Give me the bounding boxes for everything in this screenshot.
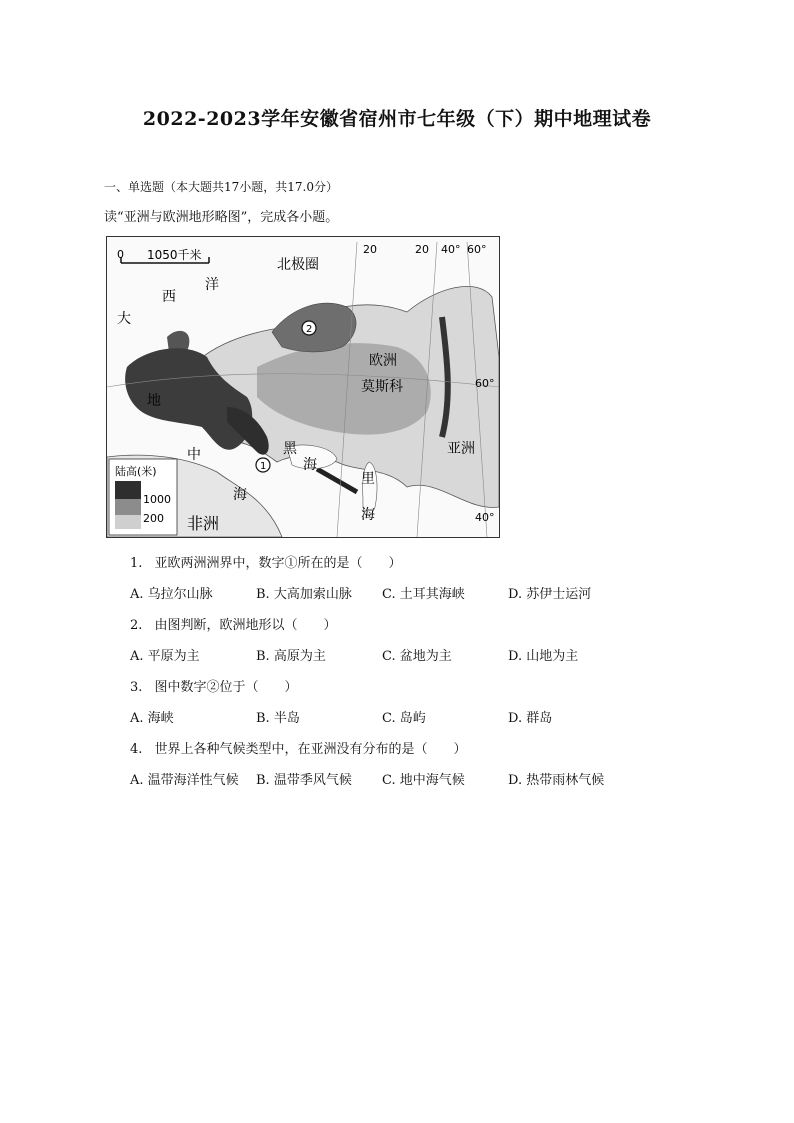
question-stem: 图中数字②位于（ ） (154, 680, 298, 695)
question-number: 4. (130, 742, 143, 757)
legend-value-1000: 1000 (143, 493, 171, 506)
option-a[interactable]: A. 平原为主 (130, 649, 200, 664)
africa-label: 非洲 (187, 514, 220, 533)
ocean-label-da: 大 (117, 311, 131, 327)
option-d[interactable]: D. 热带雨林气候 (508, 773, 605, 788)
asia-label: 亚洲 (447, 441, 475, 457)
option-d[interactable]: D. 苏伊士运河 (508, 587, 592, 602)
option-b[interactable]: B. 高原为主 (256, 649, 326, 664)
question-stem: 由图判断，欧洲地形以（ ） (154, 618, 337, 633)
asia-europe-terrain-map (106, 236, 500, 538)
ocean-label-yang: 洋 (205, 277, 219, 293)
marker-2-label: 2 (306, 324, 313, 335)
europe-label: 欧洲 (369, 353, 397, 369)
option-c[interactable]: C. 岛屿 (382, 711, 426, 726)
black-sea-label-hai: 海 (303, 457, 317, 473)
option-c[interactable]: C. 土耳其海峡 (382, 587, 465, 602)
legend-swatch-low (115, 515, 141, 529)
question-1 (130, 552, 402, 571)
option-c[interactable]: C. 地中海气候 (382, 773, 465, 788)
option-b[interactable]: B. 温带季风气候 (256, 773, 352, 788)
ocean-label-xi: 西 (162, 289, 176, 305)
option-a[interactable]: A. 乌拉尔山脉 (130, 587, 213, 602)
marker-1-label: 1 (260, 461, 267, 472)
question-stem: 世界上各种气候类型中，在亚洲没有分布的是（ ） (154, 742, 467, 757)
arctic-circle-label: 北极圈 (277, 257, 319, 273)
question-3 (130, 676, 298, 695)
lat-label-60: 60° (475, 377, 495, 390)
med-label-zhong: 中 (187, 447, 201, 463)
legend-swatch-mid (115, 499, 141, 515)
question-number: 3. (130, 680, 143, 695)
question-number: 1. (130, 556, 143, 571)
exam-title: 2022-2023学年安徽省宿州市七年级（下）期中地理试卷 (142, 108, 652, 130)
section-heading: 一、单选题（本大题共17小题，共17.0分） (104, 180, 338, 194)
lat-label-40: 40° (475, 511, 495, 524)
lon-label-40: 40° (441, 243, 461, 256)
option-a[interactable]: A. 温带海洋性气候 (130, 773, 239, 788)
legend-title: 陆高(米) (115, 465, 157, 478)
option-b[interactable]: B. 大高加索山脉 (256, 587, 352, 602)
med-label-hai: 海 (233, 487, 247, 503)
caspian-label-li: 里 (361, 471, 375, 487)
question-4 (130, 738, 467, 757)
question-stem: 亚欧两洲洲界中，数字①所在的是（ ） (154, 556, 402, 571)
question-2 (130, 614, 337, 633)
lon-label-60: 60° (467, 243, 487, 256)
lon-label-20b: 20 (415, 243, 429, 256)
med-label-di: 地 (147, 393, 161, 409)
scale-label: 1050千米 (147, 248, 202, 262)
option-b[interactable]: B. 半岛 (256, 711, 300, 726)
legend-swatch-high (115, 481, 141, 499)
lon-label-20a: 20 (363, 243, 377, 256)
question-number: 2. (130, 618, 143, 633)
option-d[interactable]: D. 山地为主 (508, 649, 579, 664)
intro-text: 读“亚洲与欧洲地形略图”，完成各小题。 (104, 210, 339, 225)
moscow-label: 莫斯科 (361, 379, 403, 395)
black-sea-label-hei: 黑 (283, 441, 297, 457)
option-d[interactable]: D. 群岛 (508, 711, 553, 726)
option-a[interactable]: A. 海峡 (130, 711, 174, 726)
caspian-label-hai: 海 (361, 507, 375, 523)
option-c[interactable]: C. 盆地为主 (382, 649, 452, 664)
legend-value-200: 200 (143, 512, 164, 525)
scale-zero: 0 (117, 248, 124, 261)
